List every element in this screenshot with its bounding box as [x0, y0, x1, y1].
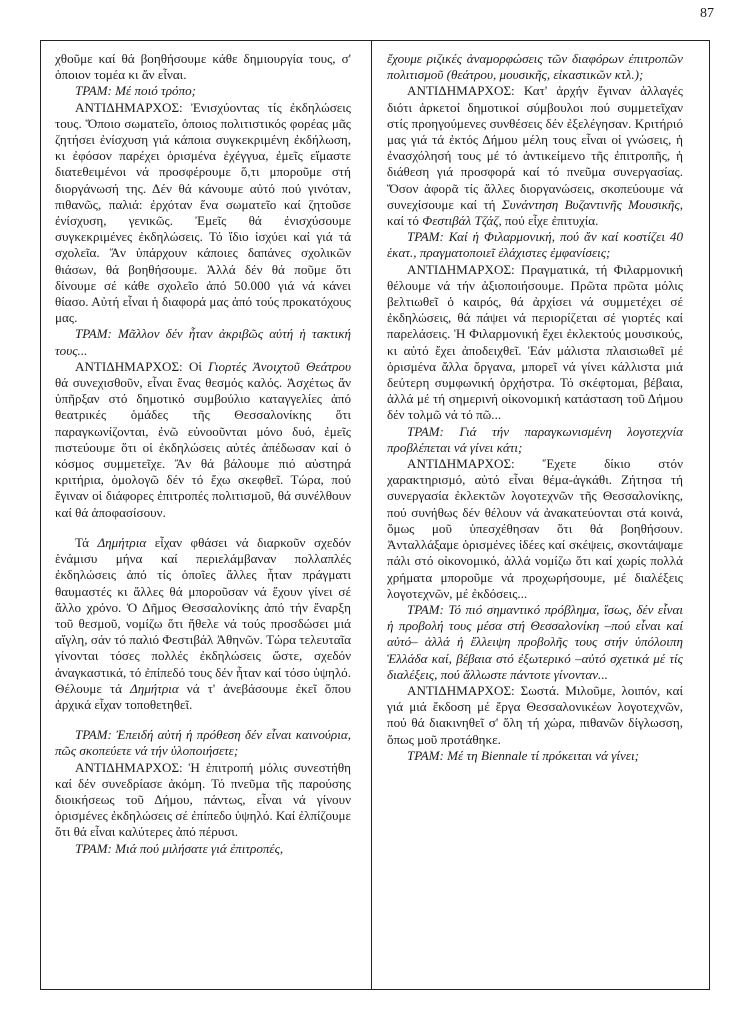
- event-title: Γιορτές Ἀνοιχτοῦ Θεάτρου: [208, 358, 351, 374]
- interviewer-question: ΤΡΑΜ: Τό πιό σημαντικό πρόβλημα, ἴσως, δέν εἶναι ἡ προβολή τους μέσα στή Θεσσαλονίκη –πού εἶναι καί αὐτό– ἀλλά ἡ ἔλλειψη προβολῆς τους στήν ὑπόλοιπη Ἑλλάδα καί, βέβαια στό ἐξωτερικό –αὐτό σχετικά μέ τίς διαλέξεις, πού ἄλλωστε πάντοτε γίνονταν...: [387, 601, 683, 682]
- page-number: 87: [700, 6, 714, 21]
- event-title: Φεστιβάλ Τζάζ: [422, 213, 499, 229]
- event-title: Συνάντηση Βυζαντινῆς Μουσικῆς: [501, 196, 680, 212]
- interviewer-question: ΤΡΑΜ: Γιά τήν παραγκωνισμένη λογοτεχνία προβλέπεται νά γίνει κάτι;: [387, 423, 683, 455]
- interviewer-question: ΤΡΑΜ: Μέ ποιό τρόπο;: [75, 83, 197, 99]
- interviewer-question-continuation: ἔχουμε ριζικές ἀναμορφώσεις τῶν διαφόρων ἐπιτροπῶν πολιτισμοῦ (θεάτρου, μουσικῆς, εἰκαστικῶν κτλ.);: [387, 51, 683, 83]
- interviewer-question: ΤΡΑΜ: Ἐπειδή αὐτή ἡ πρόθεση δέν εἶναι καινούρια, πῶς σκοπεύετε νά τήν ὑλοποιήσετε;: [55, 727, 351, 759]
- answer-paragraph: [387, 683, 683, 748]
- speaker-label: ΑΝΤΙΔΗΜΑΡΧΟΣ:: [75, 358, 183, 374]
- column-divider: [371, 41, 372, 989]
- speaker-label: ΑΝΤΙΔΗΜΑΡΧΟΣ:: [407, 682, 515, 698]
- answer-text: Οἱ: [182, 358, 209, 374]
- answer-paragraph: [387, 83, 683, 229]
- interviewer-question: ΤΡΑΜ: Καί ἡ Φιλαρμονική, πού ἄν καί κοστίζει 40 ἑκατ., πραγματοποιεῖ ἐλάχιστες ἐμφανίσεις;: [387, 229, 683, 261]
- interviewer-question: ΤΡΑΜ: Μιά πού μιλήσατε γιά ἐπιτροπές,: [75, 840, 284, 856]
- speaker-label: ΑΝΤΙΔΗΜΑΡΧΟΣ:: [75, 99, 183, 115]
- answer-paragraph: [55, 359, 351, 521]
- answer-paragraph: [387, 456, 683, 602]
- body-paragraph: [55, 535, 351, 713]
- answer-text: Πραγματικά, τή Φιλαρμονική θέλουμε νά τήν ἀξιοποιήσουμε. Πρῶτα πρῶτα μόλις βελτιωθεῖ ὁ καιρός, θά ἀρχίσει νά συμμετέχει σέ ἐκδηλώσεις, θά πάψει νά περιορίζεται σέ γιορτές καί παρελάσεις. Ἡ Φιλαρμονική ἔχει ἐκλεκτούς μουσικούς, κι αὐτό ἔχει ἀποδειχθεῖ. Ἐάν μάλιστα πλαισιωθεῖ μέ ὁρισμένα ἄλλα ὄργανα, μπορεῖ νά γίνει κάλλιστα μιά δεύτερη συμφωνική ὀρχήστρα. Τό σκέφτομαι, βέβαια, ἀλλά μέ τή σημερινή οἰκονομική κατάσταση τοῦ Δήμου δέν τολμῶ νά τό πῶ...: [387, 261, 683, 423]
- interviewer-question: ΤΡΑΜ: Μᾶλλον δέν ἦταν ἀκριβῶς αὐτή ἡ τακτική τους...: [55, 326, 351, 358]
- body-text: νά τ' ἀνεβάσουμε ἐκεῖ ὅπου ἀρχικά εἶχαν τοποθετηθεῖ.: [55, 680, 351, 712]
- answer-paragraph: [55, 100, 351, 327]
- answer-paragraph: [387, 262, 683, 424]
- answer-text: Σωστά. Μιλοῦμε, λοιπόν, καί γιά μιά ἔκδοση μέ ἔργα Θεσσαλονικέων λογοτεχνῶν, πού θά διακινηθεῖ σ' ὅλη τή χώρα, πιθανῶν δίγλωσση, ὅπως μοῦ προτάθηκε.: [387, 682, 683, 747]
- answer-text: θά συνεχισθοῦν, εἶναι ἕνας θεσμός καλός. Ἀσχέτως ἄν ὑπῆρξαν στό δημοτικό συμβούλιο καταγγελίες ἀπό θεατρικές ὁμάδες τῆς Θεσσαλονίκης ὅτι παραγκωνίζονται, ἐνῶ εὐνοοῦνται μόνο δυό, ἐμεῖς πιστεύουμε ὅτι οἱ ἐκδηλώσεις αὐτές ἀπέδωσαν καί ὁ κόσμος συμμετεῖχε. Ἄν θά βάλουμε πιό αὐστηρά κριτήρια, ὁμολογῶ δέν τό ἔχω σκεφθεῖ. Τώρα, πού ἔγιναν οἱ διάφορες ἐπιτροπές πολιτισμοῦ, θά συνέλθουν καί θά ἀποφασίσουν.: [55, 375, 351, 520]
- body-text: Τά: [75, 534, 98, 550]
- body-text: εἶχαν φθάσει νά διαρκοῦν σχεδόν ἑνάμισυ μήνα καί περιελάμβαναν πολλαπλές ἐκδηλώσεις ἀπό τίς ὁποῖες ἄλλες ἦταν πράγματι θαυμαστές κι ἄλλες θά μποροῦσαν νά ἔχουν γίνει σέ ἄλλο χρόνο. Ὁ Δῆμος Θεσσαλονίκης ἀπό τήν ἔναρξη τοῦ θεσμοῦ, νομίζω ὅτι ἤθελε νά τούς προσδώσει μιά αἴγλη, σάν τό παλιό Φεστιβάλ Ἀθηνῶν. Τώρα τελευταῖα γίνονται τόσες πολλές ἐκδηλώσεις ὥστε, σχεδόν ἀναγκαστικά, τό ἐπίπεδό τους δέν ἦταν καί τόσο ὑψηλό. Θέλουμε τά: [55, 534, 351, 696]
- speaker-label: ΑΝΤΙΔΗΜΑΡΧΟΣ:: [407, 456, 515, 472]
- answer-text: , καί τό: [387, 196, 684, 229]
- speaker-label: ΑΝΤΙΔΗΜΑΡΧΟΣ:: [407, 261, 515, 277]
- left-column: [55, 51, 351, 857]
- speaker-label: ΑΝΤΙΔΗΜΑΡΧΟΣ:: [75, 759, 183, 775]
- event-title: Δημήτρια: [130, 680, 179, 696]
- answer-text: Ἡ ἐπιτροπή μόλις συνεστήθη καί δέν συνεδρίασε ἀκόμη. Τό πνεῦμα τῆς παρούσης διοικήσεως τοῦ Δήμου, πάντως, εἶναι νά γίνουν ὁρισμένες ἐκδηλώσεις σέ ἐπίπεδο ὑψηλό. Καί ἐλπίζουμε ὅτι θά εἶναι καλύτερες ἀπό πέρυσι.: [55, 759, 352, 840]
- answer-text: Ἐνισχύοντας τίς ἐκδηλώσεις τους. Ὅποιο σωματεῖο, ὁποιος πολιτιστικός φορέας μᾶς ζητήσει ἐνίσχυση γιά κάποια συγκεκριμένη ἐκδήλωση, κι ἐφόσον παρέχει ὁρισμένα ἐχέγγυα, ἐμεῖς εἴμαστε διατεθειμένοι νά προσφέρουμε ὅ,τι μποροῦμε στή διοργάνωσή της. Δέν θά κάνουμε αὐτό πού γινόταν, πιθανῶς, παλιά: ἐρχόταν ἕνα σωματεῖο καί ζητοῦσε ἐνίσχυση, γενικῶς. Ἐμεῖς θά ἐνισχύσουμε συγκεκριμένες ἐκδηλώσεις. Τό ἴδιο ἰσχύει καί γιά τά σχολεῖα. Ἄν ὑπάρχουν κάποιες δαπάνες σχολικῶν θιάσων, θά βοηθήσουμε. Ἀλλά δέν θά ποῦμε ὅτι δίνουμε σέ κάθε σχολεῖο ἀπό 50.000 γιά νά κάνει θίασο. Αὐτή εἶναι ἡ διαφορά μας ἀπό τούς προκατόχους μας.: [55, 99, 351, 326]
- speaker-label: ΑΝΤΙΔΗΜΑΡΧΟΣ:: [407, 83, 515, 99]
- event-title: Δημήτρια: [97, 534, 147, 550]
- interviewer-question: ΤΡΑΜ: Μέ τη Biennale τί πρόκειται νά γίνει;: [407, 747, 640, 763]
- right-column: [387, 51, 683, 764]
- text-frame: [40, 40, 710, 990]
- answer-text: Κατ' ἀρχήν ἔγιναν ἀλλαγές διότι ἀρκετοί δημοτικοί σύμβουλοι πού συμμετεῖχαν στίς προηγούμενες συνθέσεις δέν ἐξελέγησαν. Κριτήριό μας γιά τά ἐκτός Δήμου μέλη τους εἶναι οἱ γνώσεις, ἡ ἐνασχόλησή τους μέ τό ἀντικείμενο τῆς ἐπιτροπῆς, ἡ διάθεση γιά προσφορά καί τό πνεῦμα συνεργασίας. Ὅσον ἀφορᾶ τίς ἄλλες διοργανώσεις, σκοπεύουμε νά συνεχίσουμε καί τή: [387, 83, 683, 212]
- answer-paragraph: [55, 760, 351, 841]
- answer-text: , πού εἶχε ἐπιτυχία.: [498, 213, 599, 229]
- paragraph-continuation: χθοῦμε καί θά βοηθήσουμε κάθε δημιουργία τους, σ' ὁποιον τομέα κι ἄν εἶναι.: [55, 51, 351, 83]
- answer-text: Ἔχετε δίκιο στόν χαρακτηρισμό, αὐτό εἶναι θέμα-ἀγκάθι. Ζήτησα τή συνεργασία ἐκλεκτῶν λογοτεχνῶν τῆς Θεσσαλονίκης, πού συνήθως δέν θέλουν νά ἀνακατεύονται στά κοινά, ὅμως μοῦ ὑπεσχέθησαν ὅτι θά βοηθήσουν. Ἀνταλλάξαμε ὁρισμένες ἰδέες καί σκέψεις, σκοντάψαμε πάλι στό οἰκονομικό, ἀλλά νομίζω ὅτι καί χωρίς πολλά χρήματα μποροῦμε νά προχωρήσουμε, μέ διαλέξεις λογοτεχνῶν, μέ ἐκδόσεις...: [387, 456, 683, 601]
